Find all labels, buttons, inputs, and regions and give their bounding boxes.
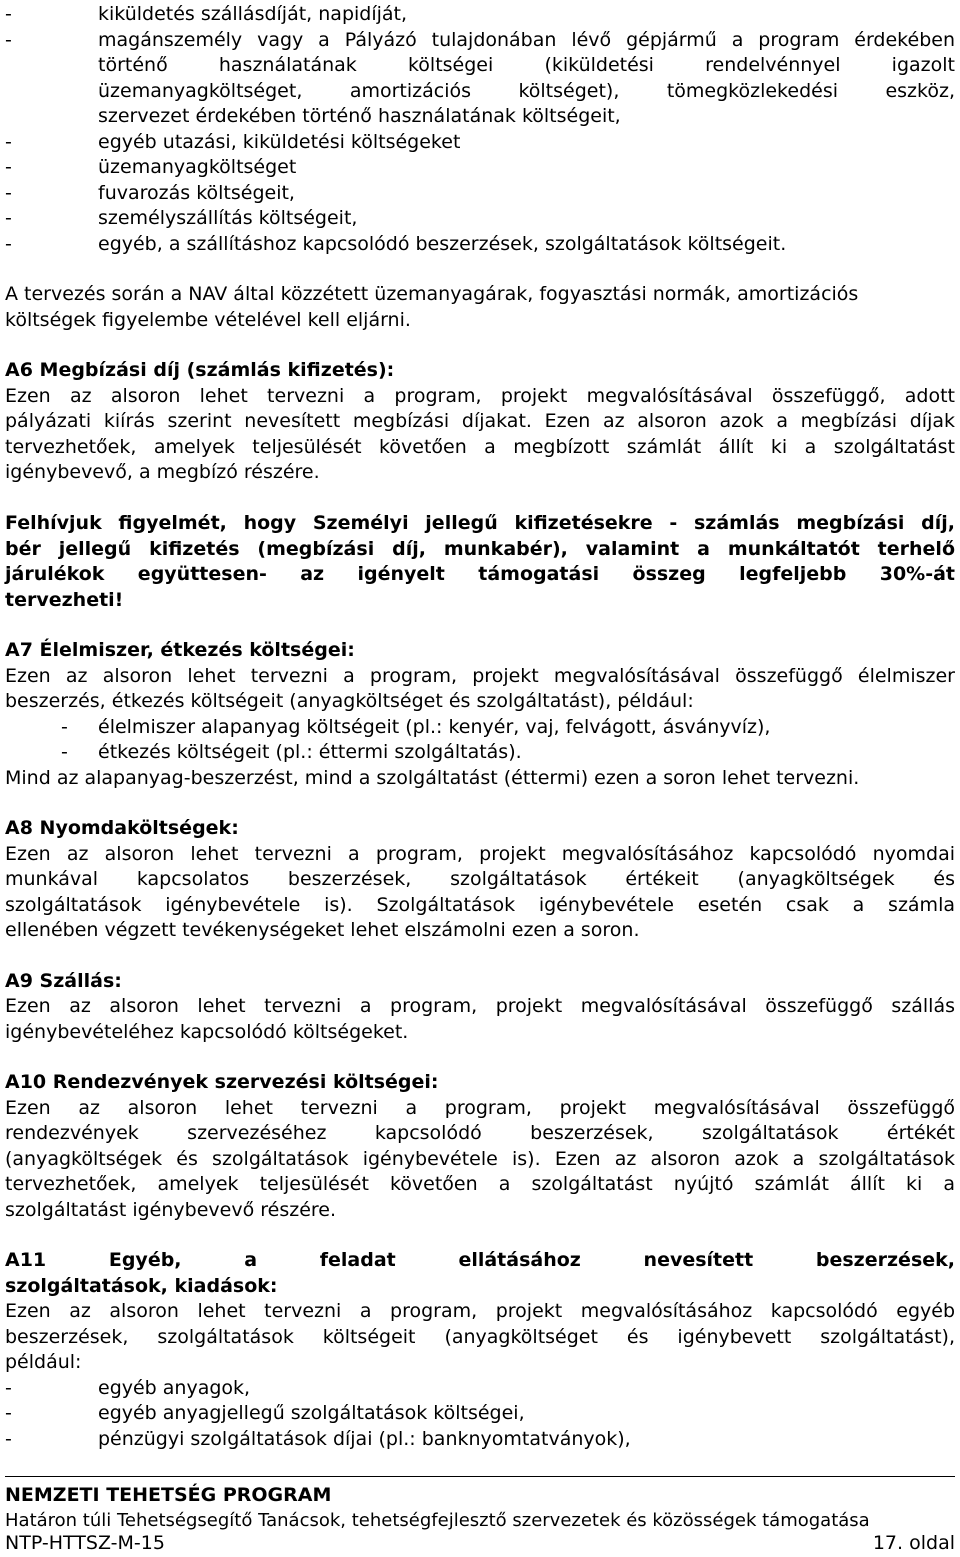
list-item: - üzemanyagköltséget: [5, 156, 297, 178]
notice-line: járulékok együttesen- az igényelt támogatási összeg legfeljebb 30%-át: [5, 563, 955, 585]
list-item: - kiküldetés szállásdíját, napidíját,: [5, 2, 955, 28]
paragraph-line: Mind az alapanyag-beszerzést, mind a szolgáltatást (éttermi) ezen a soron lehet tervezni.: [5, 766, 860, 789]
footer-divider: [5, 1476, 955, 1477]
list-item: - fuvarozás költségeit,: [5, 181, 295, 204]
paragraph-line: Ezen az alsoron lehet tervezni a program, projekt megvalósításával összefüggő: [5, 1096, 955, 1119]
paragraph-line: munkával kapcsolatos beszerzések, szolgáltatások értékeit (anyagköltségek és: [5, 868, 955, 890]
paragraph-line: Ezen az alsoron lehet tervezni a program, projekt megvalósításához kapcsolódó egyéb: [5, 1300, 955, 1322]
page-number: 17. oldal: [872, 1532, 955, 1554]
list-item-continuation: üzemanyagköltséget, amortizációs költséget), tömegközlekedési eszköz,: [98, 79, 955, 102]
section-heading-a10: A10 Rendezvények szervezési költségei:: [5, 1071, 439, 1093]
section-heading-a11: A11 Egyéb, a feladat ellátásához nevesített beszerzések,: [5, 1249, 955, 1271]
footer-meta: [5, 1531, 955, 1556]
paragraph-line: Ezen az alsoron lehet tervezni a program, projekt megvalósításával összefüggő, adott: [5, 384, 955, 407]
list-item-continuation: szervezet érdekében történő használatának költségeit,: [98, 105, 621, 127]
section-heading-a8: A8 Nyomdaköltségek:: [5, 817, 239, 839]
paragraph-line: tervezhetőek, amelyek teljesülését követően a megbízott számlát állít ki a szolgáltatást: [5, 435, 955, 458]
paragraph-line: Ezen az alsoron lehet tervezni a program, projekt megvalósításához kapcsolódó nyomdai: [5, 842, 955, 865]
paragraph-line: szolgáltatást igénybevevő részére.: [5, 1198, 337, 1221]
paragraph-line: szolgáltatások igénybevétele is). Szolgáltatások igénybevétele esetén csak a számla: [5, 893, 955, 916]
notice-line: tervezheti!: [5, 588, 124, 611]
section-heading-a9: A9 Szállás:: [5, 969, 122, 992]
paragraph-line: például:: [5, 1351, 82, 1373]
list-item: - élelmiszer alapanyag költségeit (pl.: kenyér, vaj, felvágott, ásványvíz),: [61, 715, 771, 738]
paragraph-line: rendezvények szervezéséhez kapcsolódó beszerzések, szolgáltatások értékét: [5, 1122, 955, 1144]
list-item-continuation: történő használatának költségei (kiküldetési rendelvénnyel igazolt: [98, 54, 955, 76]
list-item: - pénzügyi szolgáltatások díjai (pl.: banknyomtatványok),: [5, 1427, 631, 1450]
list-item: - személyszállítás költségeit,: [5, 207, 358, 229]
list-item: - egyéb anyagok,: [5, 1376, 251, 1399]
section-heading-a7: A7 Élelmiszer, étkezés költségei:: [5, 639, 355, 661]
paragraph-line: A tervezés során a NAV által közzétett üzemanyagárak, fogyasztási normák, amortizációs: [5, 283, 859, 305]
list-item: - egyéb utazási, kiküldetési költségeket: [5, 130, 461, 153]
list-dash: -: [5, 3, 12, 25]
paragraph-line: költségek figyelembe vételével kell eljárni.: [5, 308, 411, 331]
footer-description: Határon túli Tehetségsegítő Tanácsok, tehetségfejlesztő szervezetek és közösségek támogatása: [5, 1510, 870, 1531]
paragraph-line: pályázati kiírás szerint nevesített megbízási díjakat. Ezen az alsoron azok a megbízási díjak: [5, 410, 955, 432]
paragraph-line: Ezen az alsoron lehet tervezni a program, projekt megvalósításával összefüggő élelmiszer: [5, 664, 955, 687]
list-item: - magánszemély vagy a Pályázó tulajdonában lévő gépjármű a program érdekében: [5, 28, 955, 54]
paragraph-line: (anyagköltségek és szolgáltatások igénybevétele is). Ezen az alsoron azok a szolgáltatások: [5, 1147, 955, 1170]
list-item: - étkezés költségeit (pl.: éttermi szolgáltatás).: [61, 741, 522, 763]
paragraph-line: beszerzés, étkezés költségeit (anyagköltséget és szolgáltatást), például:: [5, 690, 694, 712]
paragraph-line: tervezhetőek, amelyek teljesülését követően a szolgáltatást nyújtó számlát állít ki a: [5, 1173, 955, 1195]
footer-program: NEMZETI TEHETSÉG PROGRAM: [5, 1484, 332, 1506]
notice-line: Felhívjuk figyelmét, hogy Személyi jellegű kifizetésekre - számlás megbízási díj,: [5, 512, 955, 534]
footer-code: NTP-HTTSZ-M-15: [5, 1532, 165, 1554]
paragraph-line: Ezen az alsoron lehet tervezni a program, projekt megvalósításával összefüggő szállás: [5, 995, 955, 1017]
paragraph-line: beszerzések, szolgáltatások költségeit (anyagköltséget és igénybevett szolgáltatást),: [5, 1325, 955, 1348]
list-dash: -: [5, 28, 12, 51]
section-heading-a6: A6 Megbízási díj (számlás kifizetés):: [5, 359, 395, 381]
paragraph-line: igénybevételéhez kapcsolódó költségeket.: [5, 1020, 409, 1043]
paragraph-line: igénybevevő, a megbízó részére.: [5, 461, 320, 483]
notice-line: bér jellegű kifizetés (megbízási díj, munkabér), valamint a munkáltatót terhelő: [5, 537, 955, 560]
list-item: - egyéb anyagjellegű szolgáltatások költségei,: [5, 1402, 525, 1424]
section-heading-a11-cont: szolgáltatások, kiadások:: [5, 1274, 278, 1297]
paragraph-line: ellenében végzett tevékenységeket lehet elszámolni ezen a soron.: [5, 919, 640, 941]
list-item: - egyéb, a szállításhoz kapcsolódó beszerzések, szolgáltatások költségeit.: [5, 232, 787, 255]
